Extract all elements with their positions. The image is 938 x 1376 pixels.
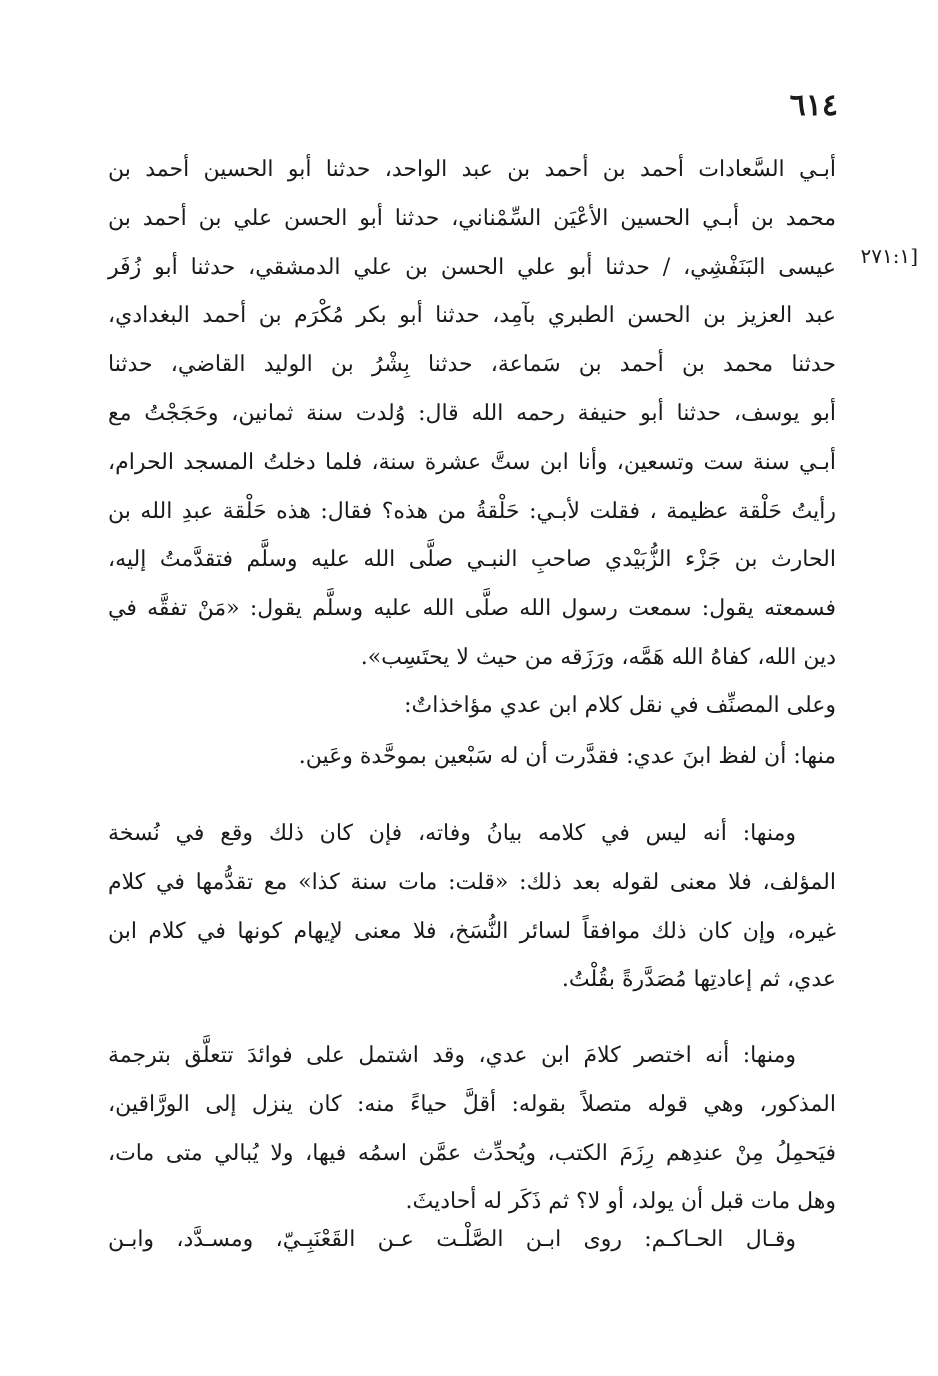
text-line: ومنها: أنه ليس في كلامه بيانُ وفاته، فإن كان ذلك وقع في نُسخة [108, 821, 796, 846]
text-line: رأيتُ حَلْقة عظيمة ، فقلت لأبـي: حَلْقةُ من هذه؟ فقال: هذه حَلْقة عبدِ الله بن [108, 498, 836, 524]
text-line: عيسى البَنَفْشِي، / حدثنا أبو علي الحسن بن علي الدمشقي، حدثنا أبو زُفَر [108, 254, 836, 280]
margin-reference: [٢٧١:١ [860, 244, 918, 268]
text-line: عبد العزيز بن الحسن الطبري بآمِد، حدثنا أبو بكر مُكْرَم بن أحمد البغدادي، [108, 303, 836, 329]
text-line: حدثنا محمد بن أحمد بن سَماعة، حدثنا بِشْرُ بن الوليد القاضي، حدثنا [108, 352, 836, 378]
text-line: أبو يوسف، حدثنا أبو حنيفة رحمه الله قال: وُلدت سنة ثمانين، وحَجَجْتُ مع [108, 400, 836, 426]
paragraph-objection-1 [108, 733, 836, 782]
text-line: أبـي السَّعادات أحمد بن أحمد بن عبد الواحد، حدثنا أبو الحسين أحمد بن [108, 157, 836, 182]
text-line: المؤلف، فلا معنى لقوله بعد ذلك: «قلت: مات سنة كذا» مع تقدُّمها في كلام [108, 869, 836, 895]
text-line: أبـي سنة ست وتسعين، وأنا ابن ستَّ عشرة سنة، فلما دخلتُ المسجد الحرام، [108, 449, 836, 475]
paragraph-objection-2 [108, 810, 836, 1005]
paragraph-objection-3 [108, 1032, 836, 1227]
text-line: فسمعته يقول: سمعت رسول الله صلَّى الله عليه وسلَّم يقول: «مَنْ تفقَّه في [108, 596, 836, 622]
paragraph-hakim [108, 1216, 836, 1265]
text-line: وعلى المصنِّف في نقل كلام ابن عدي مؤاخذاتٌ: [404, 693, 836, 718]
text-line: الحارث بن جَزْء الزُّبَيْدي صاحبِ النبـي صلَّى الله عليه وسلَّم فتقدَّمتُ إليه، [108, 547, 836, 573]
page-number: ٦١٤ [789, 88, 838, 123]
text-line: وقـال الحـاكـم: روى ابـن الصَّلْـت عـن القَعْنَبِـيّ، ومسـدَّد، وابـن [108, 1227, 796, 1252]
text-line: ومنها: أنه اختصر كلامَ ابن عدي، وقد اشتمل على فوائدَ تتعلَّق بترجمة [108, 1043, 796, 1068]
text-line: المذكور، وهي قوله متصلاً بقوله: أقلَّ حياءً منه: كان ينزل إلى الورَّاقين، [108, 1091, 836, 1117]
text-line: غيره، وإن كان ذلك موافقاً لسائر النُّسَخ، فلا معنى لإيهام كونها في كلام ابن [108, 918, 836, 944]
paragraph-objections-intro [108, 682, 836, 731]
text-line: منها: أن لفظ ابنَ عدي: فقدَّرت أن له سَبْعين بموحَّدة وعَين. [298, 744, 836, 769]
paragraph-isnad [108, 146, 836, 683]
text-line: محمد بن أبـي الحسين الأعْيَن السِّمْناني، حدثنا أبو الحسن علي بن أحمد بن [108, 205, 836, 231]
text-line: عدي، ثم إعادتِها مُصَدَّرةً بقُلْتُ. [561, 967, 836, 993]
text-line: دين الله، كفاهُ الله هَمَّه، ورَزَقه من حيث لا يحتَسِب». [360, 644, 836, 670]
text-line: وهل مات قبل أن يولد، أو لا؟ ثم ذَكَر له أحاديثَ. [405, 1189, 836, 1215]
text-line: فيَحمِلُ مِنْ عندِهم رِزَمَ الكتب، ويُحدِّث عمَّن اسمُه فيها، ولا يُبالي متى مات، [108, 1140, 836, 1166]
